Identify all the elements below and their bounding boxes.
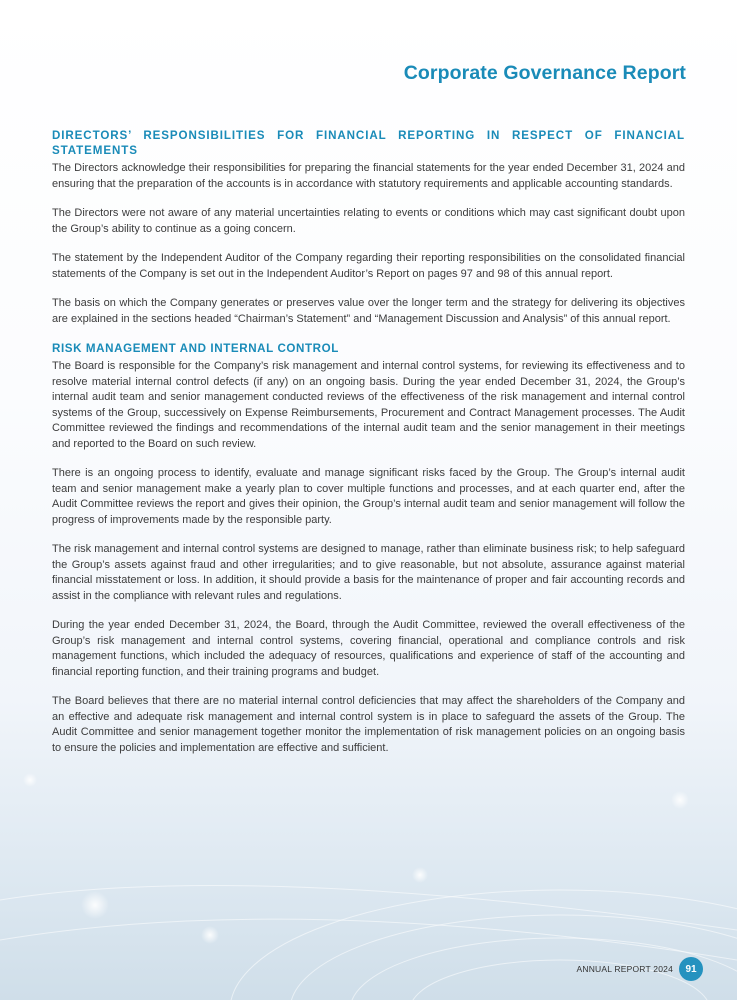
paragraph: There is an ongoing process to identify, evaluate and manage significant risks faced by the Group. The Group’s internal audit team and senior management make a yearly plan to cover multiple functions and processes, and at each quarter end, after the Audit Committee reviews the report and gives their opinion, the Group’s internal audit team and senior management will follow the progress of improvements made by the responsible party. <box>52 467 685 526</box>
paragraph: The Directors were not aware of any material uncertainties relating to events or conditions which may cast significant doubt upon the Group’s ability to continue as a going concern. <box>52 207 685 235</box>
paragraph: The basis on which the Company generates or preserves value over the longer term and the strategy for delivering its objectives are explained in the sections headed “Chairman’s Statement” and “Management Discussion and Analysis” of this annual report. <box>52 297 685 325</box>
paragraph: The Board believes that there are no material internal control deficiencies that may affect the shareholders of the Company and an effective and adequate risk management and internal control system is in place to safeguard the assets of the Group. The Audit Committee and senior management together monitor the implementation of risk management policies on an ongoing basis to ensure the policies and implementation are effective and sufficient. <box>52 695 685 754</box>
paragraph: The Directors acknowledge their responsibilities for preparing the financial statements for the year ended December 31, 2024 and ensuring that the preparation of the accounts is in accordance with statutory requirements and applicable accounting standards. <box>52 162 685 190</box>
paragraph: The statement by the Independent Auditor of the Company regarding their reporting responsibilities on the consolidated financial statements of the Company is set out in the Independent Auditor’s Report on pages 97 and 98 of this annual report. <box>52 252 685 280</box>
section-heading-risk-management: RISK MANAGEMENT AND INTERNAL CONTROL <box>52 342 339 355</box>
paragraph: The Board is responsible for the Company’s risk management and internal control systems, for reviewing its effectiveness and to resolve material internal control defects (if any) on an ongoing basis. During the year ended December 31, 2024, the Group’s internal audit team and senior management conducted reviews of the effectiveness of the risk management and internal control systems of the Group, successively on Expense Reimbursements, Procurement and Contract Management processes. The Audit Committee reviewed the findings and recommendations of the internal audit team and the senior management in their meetings and reported to the Board on such review. <box>52 360 685 450</box>
page-footer <box>576 957 703 981</box>
report-label: ANNUAL REPORT 2024 <box>576 964 673 974</box>
page-number-badge: 91 <box>679 957 703 981</box>
paragraph: During the year ended December 31, 2024, the Board, through the Audit Committee, reviewed the overall effectiveness of the Group’s risk management and internal control systems, covering financial, operational and compliance controls and risk management functions, which included the adequacy of resources, qualifications and experience of staff of the accounting and financial reporting function, and their training programs and budget. <box>52 619 685 678</box>
page-title: Corporate Governance Report <box>403 62 686 84</box>
paragraph: The risk management and internal control systems are designed to manage, rather than eliminate business risk; to help safeguard the Group’s assets against fraud and other irregularities; and to give reasonable, but not absolute, assurance against material financial misstatement or loss. In addition, it should provide a basis for the maintenance of proper and fair accounting records and assist in the compliance with relevant rules and regulations. <box>52 543 685 602</box>
document-body <box>52 128 685 756</box>
section-heading-financial-reporting: DIRECTORS’ RESPONSIBILITIES FOR FINANCIAL REPORTING IN RESPECT OF FINANCIAL STATEMENTS <box>52 129 685 157</box>
